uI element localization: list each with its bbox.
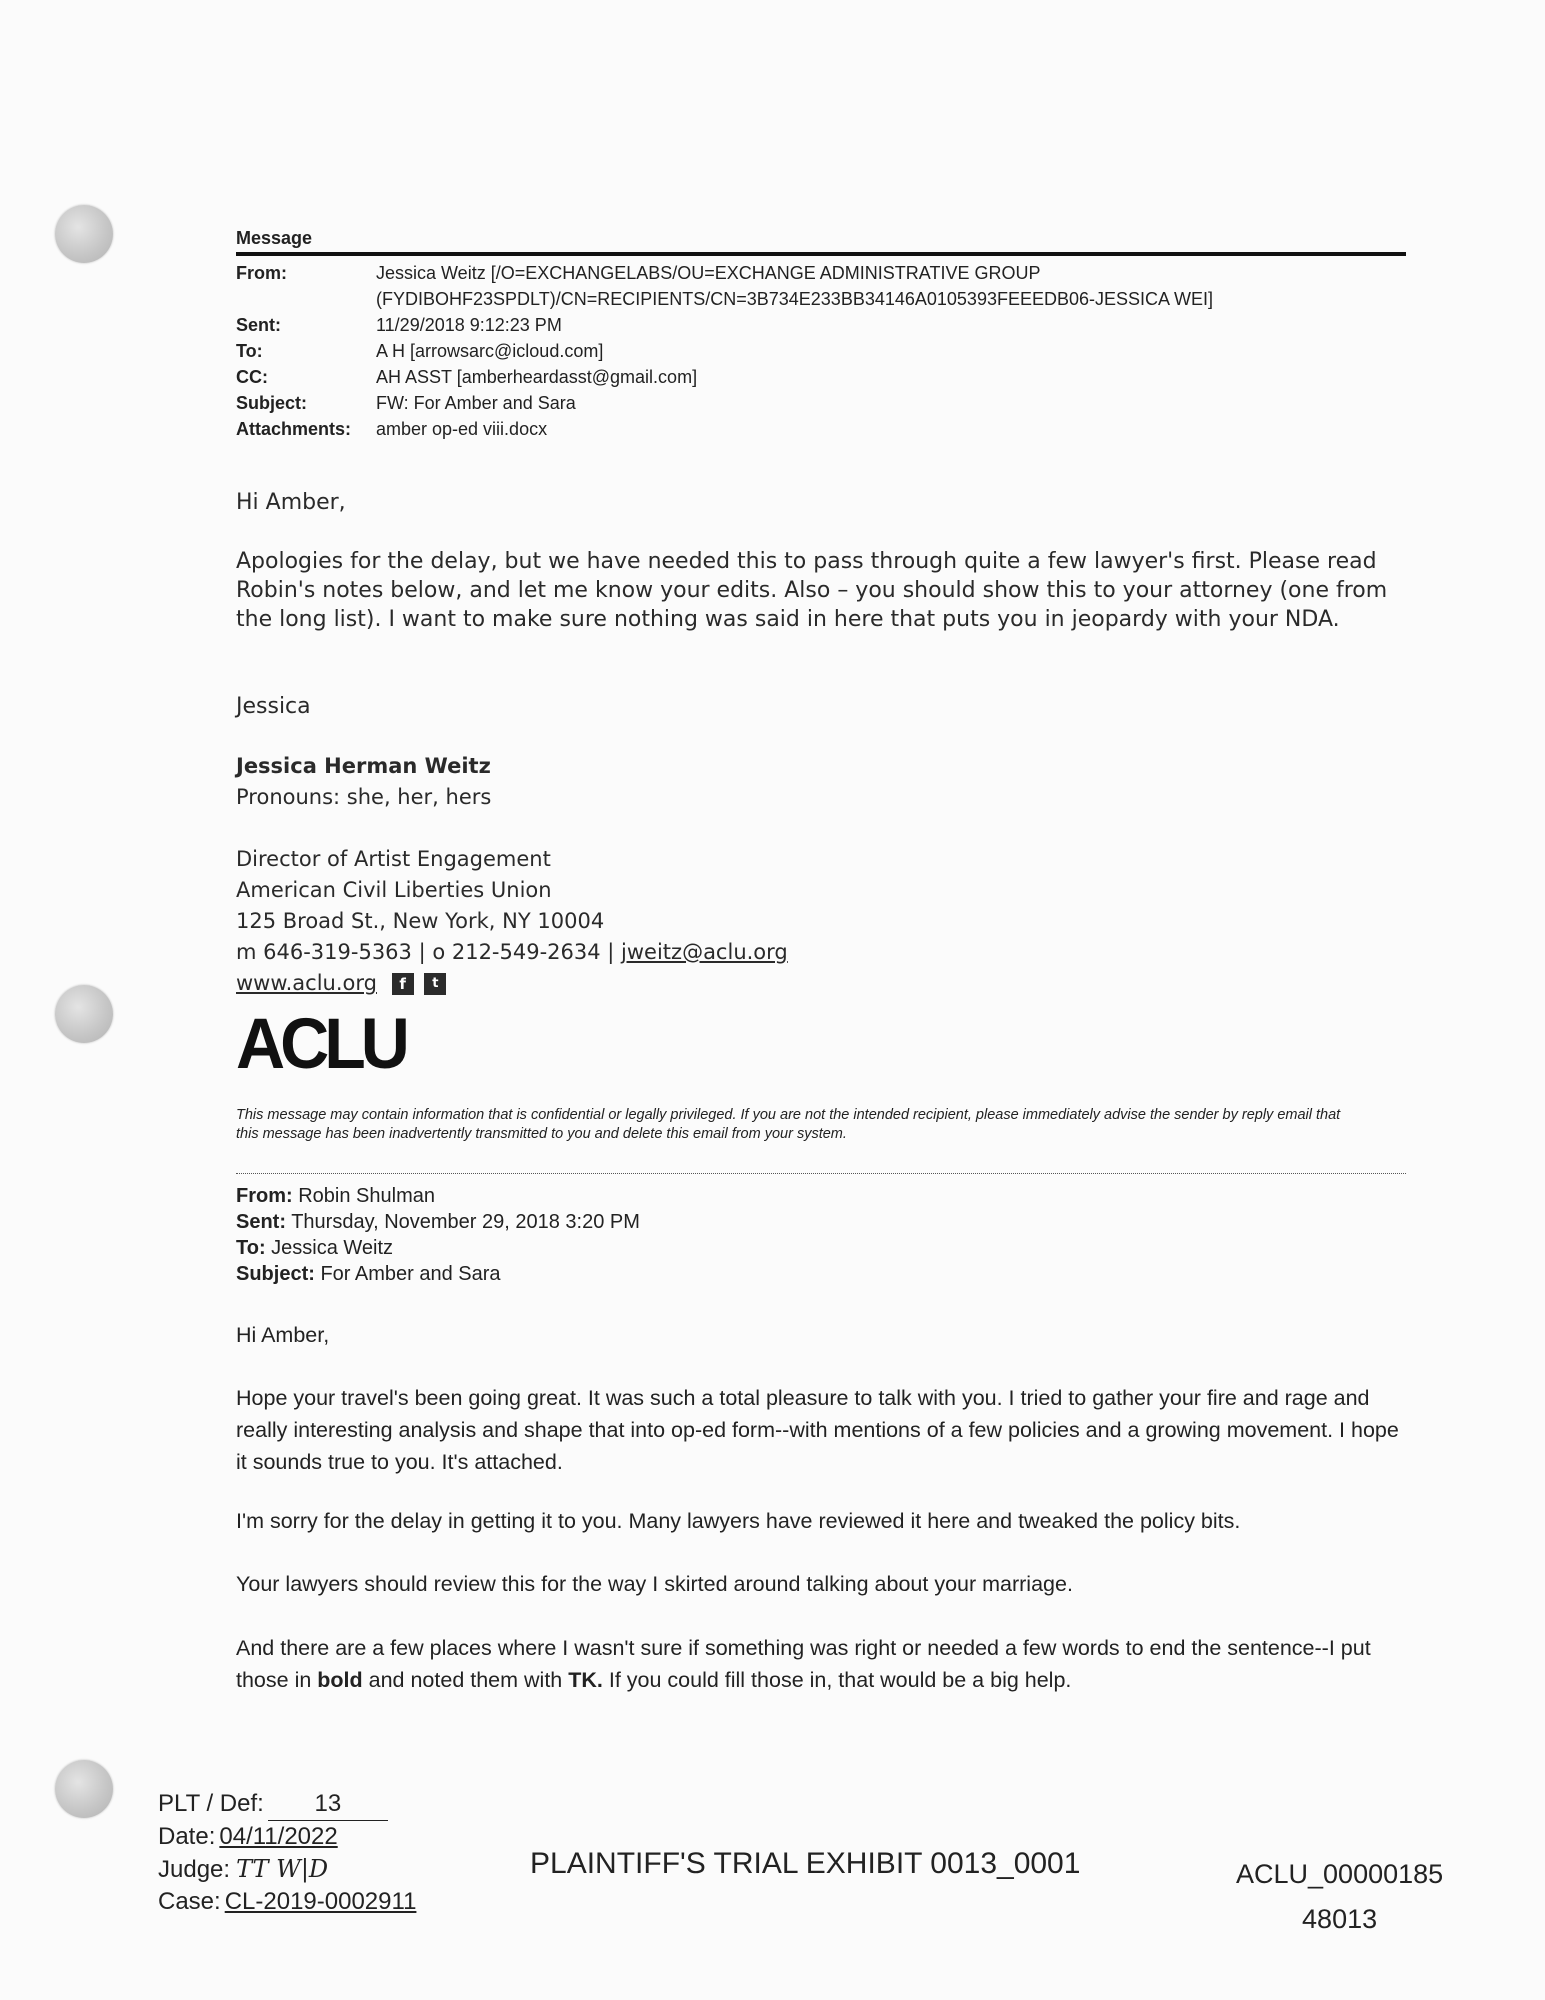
bold-tk: TK. <box>568 1668 603 1692</box>
header-divider <box>236 252 1406 256</box>
header-row-subject <box>236 390 1213 416</box>
signature-web <box>236 968 1396 999</box>
attachment-link[interactable]: amber op-ed viii.docx <box>376 419 548 439</box>
header-row-sent <box>236 312 1213 338</box>
judge-initials: TT W|D <box>236 1855 329 1883</box>
header-key: To: <box>236 341 263 361</box>
facebook-icon[interactable]: f <box>392 973 414 995</box>
email2-paragraph-4: And there are a few places where I wasn't sure if something was right or needed a few words to end the sentence--I put those in bold and noted them with TK. If you could fill those in, that would be a big help. <box>236 1636 1371 1692</box>
greeting: Hi Amber, <box>236 490 346 515</box>
binder-hole <box>55 205 113 263</box>
fwd-subject: For Amber and Sara <box>320 1263 501 1285</box>
header-value: AH ASST [amberheardasst@gmail.com] <box>376 367 698 387</box>
header-key: From: <box>236 263 287 283</box>
exhibit-stamp <box>158 1788 416 1918</box>
confidentiality-disclaimer: This message may contain information that is confidential or legally privileged. If you are not the intended recipient, please immediately advise the sender by reply email that this message has been inadvertently transmitted to you and delete this email from your system. <box>236 1107 1341 1142</box>
email2-paragraph-1: Hope your travel's been going great. It was such a total pleasure to talk with you. I tried to gather your fire and rage and really interesting analysis and shape that into op-ed form--with mentions of a few policies and a growing movement. I hope it sounds true to you. It's attached. <box>236 1386 1399 1474</box>
signature-address: 125 Broad St., New York, NY 10004 <box>236 909 605 933</box>
header-row-cc <box>236 364 1213 390</box>
aclu-logo: ACLU <box>236 1004 405 1084</box>
fwd-from: Robin Shulman <box>298 1185 435 1207</box>
fwd-to: Jessica Weitz <box>271 1237 394 1259</box>
header-row-to <box>236 338 1213 364</box>
bates-id: ACLU_00000185 <box>1236 1859 1444 1889</box>
date-label: Date: <box>158 1823 216 1850</box>
bates-number <box>1236 1852 1443 1942</box>
fwd-sent: Thursday, November 29, 2018 3:20 PM <box>291 1211 640 1233</box>
bates-num: 48013 <box>1302 1904 1378 1934</box>
plt-value: 13 <box>268 1788 388 1821</box>
email-body-paragraph: Apologies for the delay, but we have needed this to pass through quite a few lawyer's first. Please read Robin's notes below, and let me know your edits. Also – you should show this to your attorney (one from the long list). I want to make sure nothing was said in here that puts you in jeopardy with your NDA. <box>236 549 1388 632</box>
greeting-2: Hi Amber, <box>236 1323 330 1347</box>
header-value: (FYDIBOHF23SPDLT)/CN=RECIPIENTS/CN=3B734E233BB34146A0105393FEEEDB06-JESSICA WEI] <box>376 289 1214 309</box>
signature-email-link[interactable]: jweitz@aclu.org <box>621 940 788 964</box>
header-key: CC: <box>236 367 268 387</box>
date-value: 04/11/2022 <box>219 1823 338 1850</box>
signature-name: Jessica Herman Weitz <box>236 754 491 778</box>
header-row-attachments <box>236 416 1213 442</box>
fwd-sent-label: Sent: <box>236 1211 286 1233</box>
case-label: Case: <box>158 1888 221 1915</box>
header-row-from-cont <box>236 286 1213 312</box>
header-key: Subject: <box>236 393 308 413</box>
bold-word: bold <box>317 1668 363 1692</box>
header-key <box>236 286 376 312</box>
signature-contact <box>236 937 1396 968</box>
judge-label: Judge: <box>158 1856 231 1883</box>
header-key: Attachments: <box>236 419 352 439</box>
signature-pronouns: Pronouns: she, her, hers <box>236 785 492 809</box>
signoff: Jessica <box>236 694 311 719</box>
signature-org: American Civil Liberties Union <box>236 878 552 902</box>
signature-title: Director of Artist Engagement <box>236 847 551 871</box>
header-value: A H [arrowsarc@icloud.com] <box>376 341 604 361</box>
case-value: CL-2019-0002911 <box>224 1888 417 1915</box>
forwarded-header <box>236 1183 640 1287</box>
email2-paragraph-3: Your lawyers should review this for the way I skirted around talking about your marriage. <box>236 1572 1073 1596</box>
twitter-icon[interactable]: t <box>424 973 446 995</box>
fwd-to-label: To: <box>236 1237 266 1259</box>
binder-hole <box>55 1760 113 1818</box>
email2-paragraph-2: I'm sorry for the delay in getting it to you. Many lawyers have reviewed it here and tweaked the policy bits. <box>236 1509 1241 1533</box>
plt-label: PLT / Def: <box>158 1790 264 1817</box>
email-header <box>236 260 1213 442</box>
binder-hole <box>55 985 113 1043</box>
header-value: 11/29/2018 9:12:23 PM <box>376 315 562 335</box>
header-value: Jessica Weitz [/O=EXCHANGELABS/OU=EXCHANGE ADMINISTRATIVE GROUP <box>376 263 1041 283</box>
header-key: Sent: <box>236 315 281 335</box>
signature-block <box>236 751 1396 999</box>
fwd-subject-label: Subject: <box>236 1263 315 1285</box>
message-label: Message <box>236 228 313 248</box>
forward-divider <box>236 1173 1406 1174</box>
fwd-from-label: From: <box>236 1185 293 1207</box>
signature-phones: m 646-319-5363 | o 212-549-2634 | <box>236 940 615 964</box>
website-link[interactable]: www.aclu.org <box>236 971 377 995</box>
exhibit-label: PLAINTIFF'S TRIAL EXHIBIT 0013_0001 <box>530 1847 1081 1880</box>
header-row-from <box>236 260 1213 286</box>
header-value: FW: For Amber and Sara <box>376 393 576 413</box>
